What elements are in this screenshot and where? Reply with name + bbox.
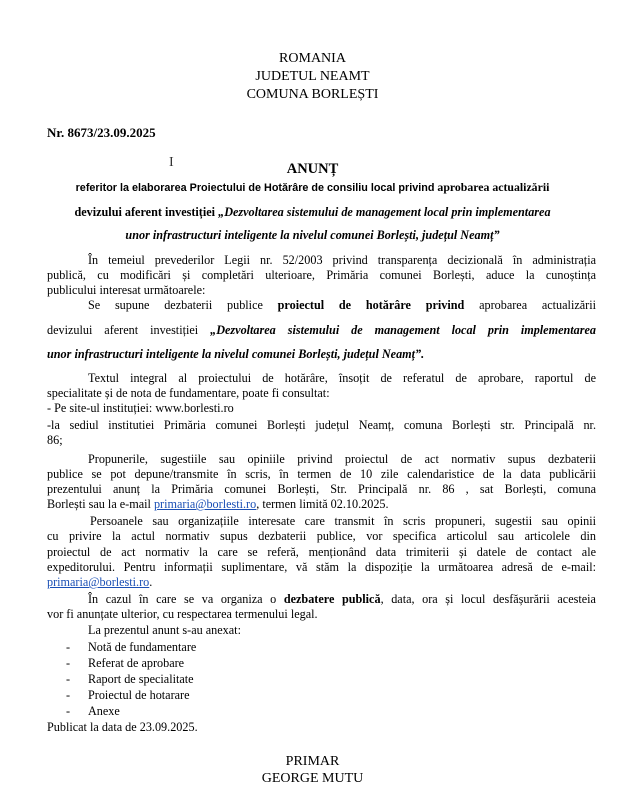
header-commune: COMUNA BORLEȘTI	[246, 87, 379, 102]
bullet-dash: -	[66, 688, 71, 702]
annex-item-label: Raport de specialitate	[88, 672, 194, 686]
subtitle-line-3: unor infrastructuri inteligente la nivelul comunei Borlești, județul Neamț”	[125, 228, 500, 242]
bullet-dash: -	[66, 672, 71, 686]
para6-line1	[88, 592, 596, 607]
subtitle-line-2	[0, 205, 625, 220]
announcement-title: ANUNȚ	[286, 161, 339, 177]
para2-line3: unor infrastructuri inteligente la nivelul comunei Borlești, județul Neamț”.	[47, 347, 425, 361]
para6-line2: vor fi anunțate ulterior, cu respectarea termenului legal.	[47, 607, 318, 621]
para5-line5-b: .	[149, 575, 153, 589]
para4-line2: publice se pot depune/transmite în scris, în termen de 10 zile calendaristice de la data publicării	[47, 467, 596, 481]
subtitle-1-text: referitor la elaborarea Proiectului de Hotărâre de consiliu local privind	[75, 182, 438, 194]
para2-line2	[47, 323, 596, 338]
published-date: Publicat la data de 23.09.2025.	[47, 720, 198, 734]
annex-item-label: Notă de fundamentare	[88, 640, 197, 654]
para3-line1: Textul integral al proiectului de hotărâre, însoțit de referatul de aprobare, raportul de	[88, 371, 596, 385]
para2-line2-italic: „Dezvoltarea sistemului de management local prin implementarea	[210, 323, 596, 337]
para3-line5: 86;	[47, 433, 63, 447]
annex-item-label: Proiectul de hotarare	[88, 688, 190, 702]
para3-line3: - Pe site-ul instituției: www.borlesti.ro	[47, 401, 234, 415]
bullet-dash: -	[66, 704, 71, 718]
para2-line1-bold: proiectul de hotărâre privind	[277, 298, 465, 312]
para5-line3: proiectul de act normativ la care se referă, menționând data trimiterii și datele de contact ale	[47, 545, 596, 559]
para6-line1-c: , data, ora și locul desfășurării acesteia	[380, 592, 596, 606]
annex-intro: La prezentul anunt s-au anexat:	[88, 623, 241, 637]
para1-line1: În temeiul prevederilor Legii nr. 52/2003 privind transparența decizională în administrația	[88, 253, 596, 267]
email-link[interactable]: primaria@borlesti.ro	[153, 497, 257, 511]
subtitle-2-italic: „Dezvoltarea sistemului de management local prin implementarea	[218, 205, 551, 219]
para5-line4: expeditorului. Pentru informații suplimentare, vă stăm la dispoziție la următoarea adresă de e-mail:	[47, 560, 596, 574]
para3-line4: -la sediul institutiei Primăria comunei Borlești județul Neamț, comuna Borlești str. Principală nr.	[47, 418, 596, 432]
para1-line3: publicului interesat următoarele:	[47, 283, 206, 297]
para4-line1: Propunerile, sugestiile sau opiniile privind proiectul de act normativ supus dezbaterii	[88, 452, 596, 466]
bullet-dash: -	[66, 656, 71, 670]
text-cursor-icon: I	[169, 155, 174, 170]
para4-line4-a: Borlești sau la e-mail	[47, 497, 154, 511]
para6-line1-a: În cazul în care se va organiza o	[88, 592, 284, 606]
annex-item-label: Anexe	[88, 704, 120, 718]
para2-line2-a: devizului aferent investiției	[47, 323, 211, 337]
annex-item-label: Referat de aprobare	[88, 656, 185, 670]
bullet-dash: -	[66, 640, 71, 654]
email-link-2[interactable]: primaria@borlesti.ro	[47, 575, 150, 589]
header-county: JUDETUL NEAMT	[255, 69, 370, 84]
para3-line2: specialitate și de nota de fundamentare, poate fi consultat:	[47, 386, 330, 400]
para6-line1-bold: dezbatere publică	[283, 592, 381, 606]
header-country: ROMANIA	[279, 51, 346, 66]
para4-line4	[47, 497, 389, 512]
para1-line2: publică, cu modificări și completări ulterioare, Primăria comunei Borlești, aduce la cunoștința	[47, 268, 596, 282]
para2-line1	[88, 298, 596, 313]
subtitle-1-bold: aprobarea actualizării	[437, 180, 550, 194]
para5-line5	[47, 575, 152, 590]
subtitle-line-1	[0, 180, 625, 196]
signature-role: PRIMAR	[285, 754, 340, 769]
para4-line3: prezentului anunț la Primăria comunei Borlești, Str. Principală nr. 86 , sat Borlești, comuna	[47, 482, 596, 496]
para2-line1-a: Se supune dezbaterii publice	[88, 298, 278, 312]
para5-line2: cu privire la actul normativ supus dezbaterii publice, vor specifica articolul sau articolele din	[47, 529, 596, 543]
registration-number: Nr. 8673/23.09.2025	[47, 125, 156, 140]
subtitle-2-bold: devizului aferent investiției	[74, 205, 219, 219]
para5-line1: Persoanele sau organizațiile interesate care transmit în scris propuneri, sugestii sau opinii	[90, 514, 596, 528]
para4-line4-b: , termen limită 02.10.2025.	[256, 497, 389, 511]
para2-line1-c: aprobarea actualizării	[464, 298, 596, 312]
signature-name: GEORGE MUTU	[261, 771, 364, 786]
